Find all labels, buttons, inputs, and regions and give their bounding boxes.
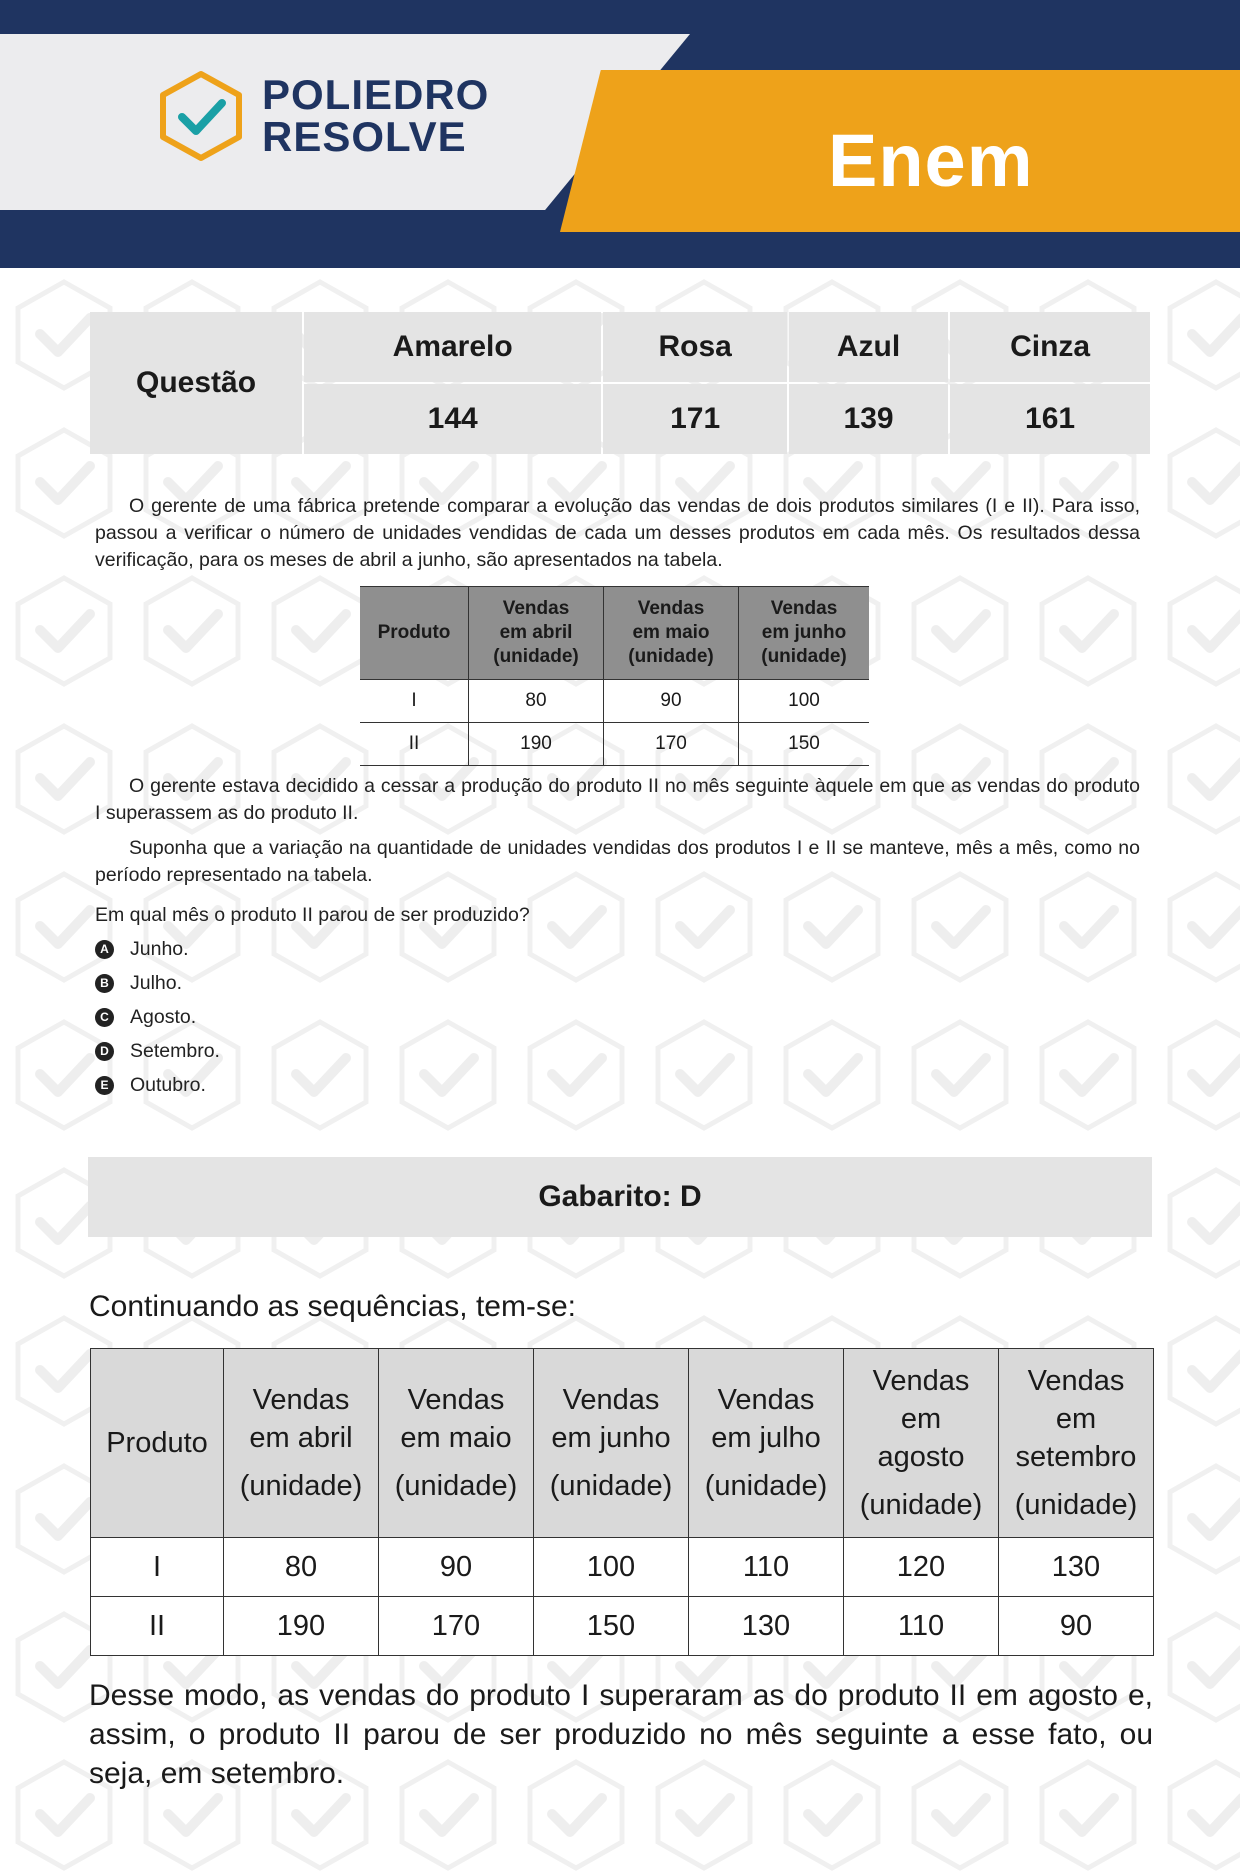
table-cell: 150	[534, 1597, 689, 1656]
option-text: Julho.	[130, 971, 183, 994]
table-cell: 100	[534, 1538, 689, 1597]
option-c	[95, 1000, 220, 1034]
table-row	[91, 1538, 1154, 1597]
option-a	[95, 932, 220, 966]
answer-key-banner	[88, 1157, 1152, 1237]
table-cell: 90	[604, 680, 739, 723]
question-prompt: Em qual mês o produto II parou de ser produzido?	[95, 904, 530, 926]
resolution-conclusion: Desse modo, as vendas do produto I superaram as do produto II em agosto e, assim, o produto II parou de ser produzido no mês seguinte a esse fato, ou seja, em setembro.	[89, 1679, 1153, 1790]
question-number-blue: 139	[789, 384, 948, 454]
brand-line-2: RESOLVE	[262, 113, 467, 160]
option-letter-c: C	[95, 1008, 114, 1027]
table-cell: 130	[999, 1538, 1154, 1597]
statement-paragraph-2	[95, 773, 1140, 827]
version-color-yellow: Amarelo	[304, 312, 601, 382]
big-header-julho: Vendas em julho (unidade)	[689, 1349, 844, 1538]
table-cell: 100	[739, 680, 870, 723]
table-cell: 80	[469, 680, 604, 723]
table-row	[91, 1597, 1154, 1656]
answer-options	[95, 932, 220, 1102]
option-text: Agosto.	[130, 1005, 197, 1028]
table-cell: 190	[469, 723, 604, 766]
big-header-agosto: Vendas em agosto (unidade)	[844, 1349, 999, 1538]
resolution-intro: Continuando as sequências, tem-se:	[89, 1290, 576, 1323]
table-cell: 170	[379, 1597, 534, 1656]
option-d	[95, 1034, 220, 1068]
version-color-blue: Azul	[789, 312, 948, 382]
big-header-setembro: Vendas em setembro (unidade)	[999, 1349, 1154, 1538]
option-b	[95, 966, 220, 1000]
big-header-produto: Produto	[91, 1349, 224, 1538]
table-cell: 90	[379, 1538, 534, 1597]
version-color-gray: Cinza	[950, 312, 1150, 382]
table-cell: II	[360, 723, 469, 766]
table-cell: II	[91, 1597, 224, 1656]
statement-text-1: O gerente de uma fábrica pretende comparar a evolução das vendas de dois produtos similares (I e II). Para isso, passou a verificar o número de unidades vendidas de cada um desses produtos em cada mês. Os resultados dessa verificação, para os meses de abril a junho, são apresentados na tabela.	[95, 495, 1140, 571]
sales-table-extended	[90, 1348, 1154, 1656]
table-cell: I	[360, 680, 469, 723]
big-header-abril: Vendas em abril (unidade)	[224, 1349, 379, 1538]
option-text: Junho.	[130, 937, 189, 960]
table-cell: 80	[224, 1538, 379, 1597]
question-version-table	[88, 310, 1152, 456]
option-text: Setembro.	[130, 1039, 220, 1062]
statement-paragraph-3	[95, 835, 1140, 889]
check-hexagon-icon	[158, 70, 244, 162]
option-letter-b: B	[95, 974, 114, 993]
table-row	[360, 723, 869, 766]
option-letter-a: A	[95, 940, 114, 959]
small-header-junho: Vendas em junho (unidade)	[739, 587, 870, 680]
table-cell: 90	[999, 1597, 1154, 1656]
statement-paragraph-1	[95, 493, 1140, 574]
option-letter-d: D	[95, 1042, 114, 1061]
table-cell: 110	[689, 1538, 844, 1597]
question-label: Questão	[90, 312, 302, 454]
table-cell: 150	[739, 723, 870, 766]
brand-name	[262, 71, 490, 160]
version-color-pink: Rosa	[603, 312, 787, 382]
option-text: Outubro.	[130, 1073, 206, 1096]
question-number-pink: 171	[603, 384, 787, 454]
brand-line-1: POLIEDRO	[262, 71, 490, 118]
small-header-abril: Vendas em abril (unidade)	[469, 587, 604, 680]
option-e	[95, 1068, 220, 1102]
big-header-maio: Vendas em maio (unidade)	[379, 1349, 534, 1538]
table-row	[360, 680, 869, 723]
table-cell: I	[91, 1538, 224, 1597]
answer-key-text: Gabarito: D	[538, 1180, 702, 1213]
statement-text-2: O gerente estava decidido a cessar a produção do produto II no mês seguinte àquele em que as vendas do produto I superassem as do produto II.	[95, 775, 1140, 824]
header-banner	[0, 0, 1240, 268]
question-number-yellow: 144	[304, 384, 601, 454]
table-cell: 110	[844, 1597, 999, 1656]
statement-text-3: Suponha que a variação na quantidade de unidades vendidas dos produtos I e II se manteve, mês a mês, como no período representado na tabela.	[95, 837, 1140, 886]
option-letter-e: E	[95, 1076, 114, 1095]
small-header-produto: Produto	[360, 587, 469, 680]
table-cell: 190	[224, 1597, 379, 1656]
table-cell: 120	[844, 1538, 999, 1597]
exam-title: Enem	[828, 119, 1034, 202]
sales-table-original	[360, 586, 869, 766]
question-number-gray: 161	[950, 384, 1150, 454]
big-header-junho: Vendas em junho (unidade)	[534, 1349, 689, 1538]
table-cell: 170	[604, 723, 739, 766]
table-cell: 130	[689, 1597, 844, 1656]
small-header-maio: Vendas em maio (unidade)	[604, 587, 739, 680]
